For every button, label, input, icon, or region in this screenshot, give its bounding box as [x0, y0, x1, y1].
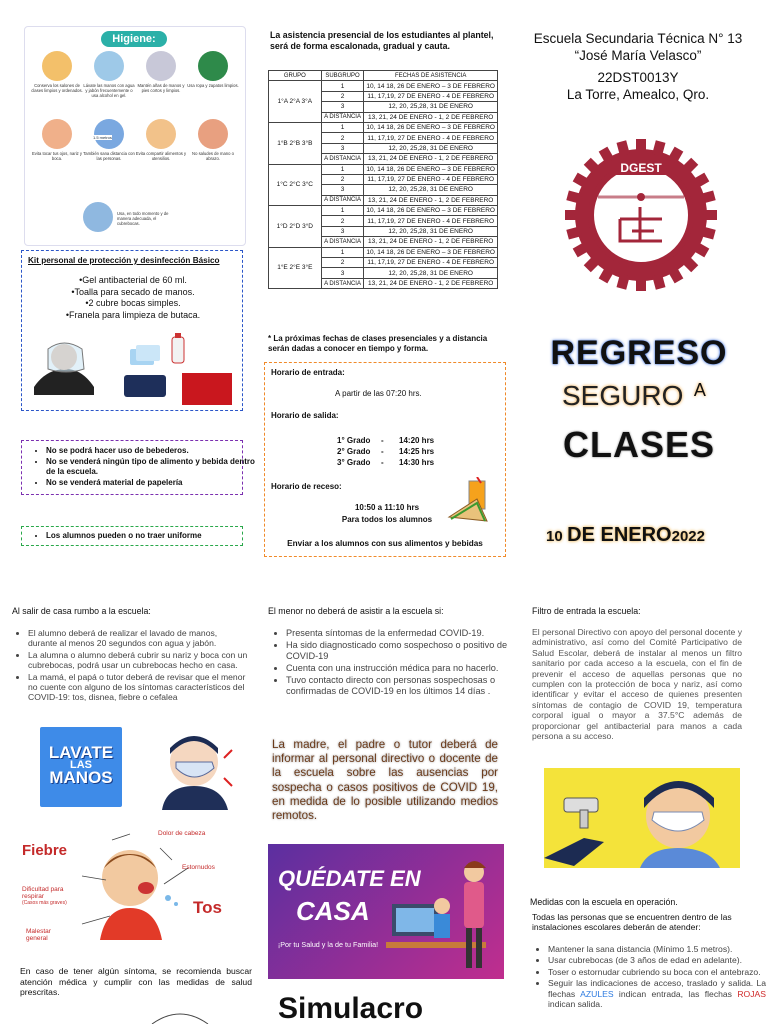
kit-item: •Toalla para secado de manos.	[71, 286, 195, 297]
menor-item: • Cuenta con una instrucción médica para no hacerlo.	[286, 663, 516, 674]
attendance-dates: 12, 20, 25,28, 31 DE ENERO	[364, 143, 498, 153]
towel-icon	[124, 375, 166, 397]
hero-date-month: DE ENERO	[567, 524, 672, 546]
attendance-dates: 10, 14 18, 26 DE ENERO – 3 DE FEBRERO	[364, 81, 498, 91]
receso-time: 10:50 a 11:10 hrs	[354, 503, 420, 512]
attendance-subgroup: A DISTANCIA	[321, 278, 364, 288]
red-cloth-icon	[182, 373, 232, 405]
menor-title: El menor no deberá de asistir a la escuela si:	[268, 606, 444, 616]
attendance-row	[269, 247, 498, 257]
lavate-poster	[40, 727, 122, 807]
salida-grade: 1° Grado	[337, 436, 371, 445]
hero-line3: CLASES	[562, 424, 716, 465]
symptom-dificultad-label: Dificultad para respirar	[22, 886, 64, 900]
poster-top: LAVATE	[48, 743, 114, 762]
hero-date-year: 2022	[671, 528, 705, 545]
dgest-logo-icon	[558, 135, 724, 295]
attendance-row	[269, 206, 498, 216]
rule-item: • No se podrá hacer uso de bebederos.	[46, 446, 260, 457]
salida-time: 14:30 hrs	[399, 458, 435, 467]
masks-icon	[130, 345, 160, 365]
quedate-line2: CASA	[296, 896, 370, 926]
mask-icon	[83, 187, 187, 247]
simulacro-title: Simulacro	[278, 992, 424, 1025]
uniform-list	[24, 531, 202, 540]
uniform-text: • Los alumnos pueden o no traer uniforme	[46, 531, 202, 540]
attendance-dates: 12, 20, 25,28, 31 DE ENERO	[364, 102, 498, 112]
attendance-subgroup: 3	[321, 185, 364, 195]
attendance-dates: 13, 21, 24 DE ENERO - 1, 2 DE FEBRERO	[364, 237, 498, 247]
th-grupo: GRUPO	[269, 71, 322, 81]
hero-line2b: A	[693, 380, 706, 400]
th-fechas: FECHAS DE ASISTENCIA	[364, 71, 498, 81]
attendance-dates: 11, 17,19, 27 DE ENERO - 4 DE FEBRERO	[364, 91, 498, 101]
attendance-subgroup: 3	[321, 226, 364, 236]
th-subgrupo: SUBGRUPO	[321, 71, 364, 81]
attendance-subgroup: 3	[321, 143, 364, 153]
attendance-dates: 11, 17,19, 27 DE ENERO - 4 DE FEBRERO	[364, 133, 498, 143]
kit-item: •Franela para limpieza de butaca.	[65, 309, 201, 320]
higiene-title: Higiene:	[101, 31, 167, 47]
higiene-caption: No saludes de mano o abrazo.	[192, 151, 234, 161]
attendance-subgroup: 1	[321, 81, 364, 91]
hero-date	[546, 524, 756, 547]
attendance-group: 1°B 2°B 3°B	[269, 122, 322, 164]
medidas-text: indican entrada, las flechas	[613, 988, 738, 999]
rule-item: • No se venderá material de papelería	[46, 478, 260, 489]
no-touch-face-icon	[31, 119, 83, 179]
attendance-dates: 11, 17,19, 27 DE ENERO - 4 DE FEBRERO	[364, 258, 498, 268]
salida-time: 14:20 hrs	[399, 436, 435, 445]
medidas-item: • Toser o estornudar cubriendo su boca con el antebrazo.	[548, 967, 766, 977]
hero-line1: REGRESO	[550, 334, 728, 372]
menor-item: • Presenta síntomas de la enfermedad COVID-19.	[286, 628, 516, 639]
horario-footer: Enviar a los alumnos con sus alimentos y bebidas	[287, 539, 483, 548]
hero-line2: SEGURO	[562, 380, 684, 411]
quedate-poster	[268, 844, 504, 979]
symptom-tos: Tos	[193, 898, 222, 917]
nail-clipper-icon	[135, 51, 187, 111]
attendance-subgroup: 3	[321, 102, 364, 112]
medidas-item: • Usar cubrebocas (de 3 años de edad en adelante).	[548, 955, 766, 965]
attendance-intro: La asistencia presencial de los estudiantes al plantel, será de forma escalonada, gradual y cauta.	[270, 30, 494, 51]
attendance-subgroup: A DISTANCIA	[321, 195, 364, 205]
attendance-subgroup: 2	[321, 174, 364, 184]
higiene-caption: Mantén añas de manos y pies cortos y limpios.	[137, 83, 185, 93]
attendance-subgroup: 3	[321, 268, 364, 278]
hero-line2-wrap	[562, 380, 752, 412]
attendance-subgroup: 1	[321, 206, 364, 216]
attendance-group: 1°D 2°D 3°D	[269, 206, 322, 248]
salida-grade: 3° Grado	[337, 458, 371, 467]
school-header	[516, 30, 760, 103]
medidas-text: indican salida.	[548, 999, 603, 1010]
rojas-word: ROJAS	[737, 988, 766, 999]
attendance-group: 1°C 2°C 3°C	[269, 164, 322, 206]
clean-desk-icon	[31, 51, 83, 111]
kit-item: •2 cubre bocas simples.	[85, 298, 181, 308]
kit-item: •Gel antibacterial de 60 ml.	[79, 275, 187, 285]
clean-clothes-icon	[187, 51, 239, 111]
salir-item: • La alumna o alumno deberá cubrir su nariz y boca con un cubrebocas, podrá usar un cubrebocas hecho en casa.	[28, 650, 248, 671]
attendance-row	[269, 122, 498, 132]
salir-list	[14, 628, 248, 704]
face-shield-icon	[34, 343, 94, 395]
salir-title: Al salir de casa rumbo a la escuela:	[12, 606, 151, 616]
quedate-line1: QUÉDATE EN	[278, 866, 421, 891]
attendance-subgroup: A DISTANCIA	[321, 154, 364, 164]
medidas-item: • Mantener la sana distancia (Mínimo 1.5 metros).	[548, 944, 766, 954]
lunch-icon	[447, 477, 491, 533]
attendance-subgroup: 2	[321, 216, 364, 226]
attendance-subgroup: 1	[321, 164, 364, 174]
salida-dash: -	[381, 447, 384, 456]
receso-title: Horario de receso:	[271, 482, 342, 491]
school-location: La Torre, Amealco, Qro.	[566, 87, 710, 102]
attendance-subgroup: 2	[321, 91, 364, 101]
mask-person-icon	[152, 728, 238, 810]
attendance-table	[268, 70, 498, 289]
symptom-dificultad	[22, 886, 82, 907]
kit-illustrations	[24, 333, 240, 409]
thermometer-scan-icon	[544, 768, 740, 868]
menor-list	[272, 628, 516, 698]
filtro-title: Filtro de entrada la escuela:	[532, 606, 641, 616]
hero-date-day: 10	[546, 528, 563, 545]
salida-title: Horario de salida:	[271, 411, 339, 420]
higiene-caption: También sana distancia con las personas.	[83, 151, 135, 161]
logo-text: DGEST	[620, 161, 662, 175]
attendance-dates: 13, 21, 24 DE ENERO - 1, 2 DE FEBRERO	[364, 278, 498, 288]
attendance-row	[269, 81, 498, 91]
attendance-subgroup: 1	[321, 122, 364, 132]
attendance-dates: 13, 21, 24 DE ENERO - 1, 2 DE FEBRERO	[364, 112, 498, 122]
higiene-caption: Conserva los salones de clases limpios y ordenados.	[31, 83, 83, 93]
school-code: 22DST0013Y	[597, 70, 679, 85]
distance-icon	[83, 119, 135, 179]
school-honoree: “José María Velasco”	[574, 48, 702, 63]
no-handshake-icon	[187, 119, 239, 179]
medidas-text: Seguir las indicaciones de acceso, traslado y salida. La flechas	[548, 978, 766, 999]
rules-list	[24, 446, 260, 488]
salir-footer: En caso de tener algún síntoma, se recomienda buscar atención médica y cumplir con las medidas de salud prescritas.	[20, 966, 252, 997]
symptom-malestar: Malestar general	[26, 928, 51, 942]
attendance-row	[269, 164, 498, 174]
menor-item: • Ha sido diagnosticado como sospechoso o positivo de COVID-19	[286, 640, 516, 662]
attendance-dates: 13, 21, 24 DE ENERO - 1, 2 DE FEBRERO	[364, 154, 498, 164]
attendance-note: * La próximas fechas de clases presenciales y a distancia serán dadas a conocer en tiempo y forma.	[268, 334, 488, 353]
rule-item: • No se venderá ningún tipo de alimento y bebida dentro de la escuela.	[46, 457, 260, 478]
filtro-illustration	[544, 768, 740, 868]
attendance-dates: 10, 14 18, 26 DE ENERO – 3 DE FEBRERO	[364, 122, 498, 132]
attendance-dates: 11, 17,19, 27 DE ENERO - 4 DE FEBRERO	[364, 174, 498, 184]
poster-mid: LAS	[70, 759, 92, 771]
attendance-dates: 13, 21, 24 DE ENERO - 1, 2 DE FEBRERO	[364, 195, 498, 205]
menor-aviso: La madre, el padre o tutor deberá de informar al personal directivo o docente de la escuela sobre las ausencias por sospecha o casos positivos de COVID 19, en medida de lo posible utilizando medios remotos.	[272, 738, 498, 823]
higiene-caption: Usa ropa y zapatos limpios.	[187, 83, 239, 88]
higiene-caption: Usa, en todo momento y de manera adecuada, el cubrebocas.	[117, 210, 169, 226]
entrada-text: A partir de las 07:20 hrs.	[335, 389, 422, 398]
attendance-dates: 10, 14 18, 26 DE ENERO – 3 DE FEBRERO	[364, 206, 498, 216]
entrada-title: Horario de entrada:	[271, 368, 345, 377]
salida-grade: 2° Grado	[337, 447, 371, 456]
higiene-caption: Lávate las manos con agua y jabón frecuentemente o usa alcohol en gel.	[83, 83, 135, 98]
higiene-caption: Evita compartir alimentos y utensilios.	[135, 151, 187, 161]
kit-list	[26, 275, 240, 321]
wash-hands-icon	[83, 51, 135, 111]
attendance-dates: 10, 14 18, 26 DE ENERO – 3 DE FEBRERO	[364, 164, 498, 174]
attendance-subgroup: 2	[321, 133, 364, 143]
poster-bot: MANOS	[49, 768, 113, 787]
attendance-dates: 12, 20, 25,28, 31 DE ENERO	[364, 185, 498, 195]
family-computer-icon	[386, 852, 502, 976]
medidas-list	[534, 944, 766, 1010]
symptom-fiebre: Fiebre	[22, 842, 68, 859]
horario-box	[264, 362, 506, 557]
symptom-estornudos: Estornudos	[182, 864, 215, 871]
school-name: Escuela Secundaria Técnica N° 13	[533, 31, 743, 46]
attendance-subgroup: 2	[321, 258, 364, 268]
attendance-subgroup: A DISTANCIA	[321, 112, 364, 122]
attendance-dates: 10, 14 18, 26 DE ENERO – 3 DE FEBRERO	[364, 247, 498, 257]
salir-item: • La mamá, el papá o tutor deberá de revisar que el menor no cuente con alguno de los síntomas característicos del COVID-19: tos, disnea, fiebre o cefalea	[28, 672, 248, 703]
no-share-food-icon	[135, 119, 187, 179]
menor-item: • Tuvo contacto directo con personas sospechosas o confirmadas de COVID-19 en los últimos 14 días .	[286, 675, 516, 697]
attendance-subgroup: A DISTANCIA	[321, 237, 364, 247]
attendance-dates: 12, 20, 25,28, 31 DE ENERO	[364, 226, 498, 236]
salida-time: 14:25 hrs	[399, 447, 435, 456]
attendance-dates: 12, 20, 25,28, 31 DE ENERO	[364, 268, 498, 278]
medidas-intro: Todas las personas que se encuentren dentro de las instalaciones escolares deberán de atender:	[532, 912, 732, 933]
symptom-dolor: Dolor de cabeza	[158, 830, 206, 837]
receso-who: Para todos los alumnos	[341, 515, 433, 524]
quedate-sub: ¡Por tu Salud y la de tu Familia!	[277, 940, 379, 949]
medidas-item-arrows	[548, 978, 766, 1009]
rules-box	[21, 440, 255, 495]
salida-dash: -	[381, 436, 384, 445]
medidas-title: Medidas con la escuela en operación.	[530, 897, 678, 907]
attendance-group: 1°E 2°E 3°E	[269, 247, 322, 289]
salir-item: • El alumno deberá de realizar el lavado de manos, durante al menos 20 segundos con agua y jabón.	[28, 628, 248, 649]
higiene-panel	[24, 26, 246, 246]
higiene-caption: Evita tocar tus ojos, nariz y boca.	[31, 151, 83, 161]
symptom-dificultad-sub: (Casos más graves)	[22, 900, 67, 906]
attendance-subgroup: 1	[321, 247, 364, 257]
kit-box	[21, 250, 243, 411]
gel-bottle-icon	[172, 333, 184, 363]
salida-dash: -	[381, 458, 384, 467]
uniform-box	[21, 526, 243, 546]
attendance-group: 1°A 2°A 3°A	[269, 81, 322, 123]
attendance-dates: 11, 17,19, 27 DE ENERO - 4 DE FEBRERO	[364, 216, 498, 226]
kit-title: Kit personal de protección y desinfección Básico	[28, 256, 220, 265]
bottom-left-circle-icon	[150, 1010, 210, 1024]
azules-word: AZULES	[580, 988, 614, 999]
distance-label: 1.5 metros	[93, 135, 112, 140]
filtro-text: El personal Directivo con apoyo del personal docente y administrativo, así como del Comité Participativo de Salud Escolar, deberá de instalar al menos un filtro sanitario por cada acceso a la escuela, con el fin de prevenir el acceso de aquellas personas que no cumplen con la protección de boca y nariz, así como identificar y evitar el acceso de quienes presenten síntomas de contagio de COVID 19, temperatura corporal igual o mayor a 37.5°C además de proporcionar gel antibacterial para manos a cada persona a su acceso.	[532, 627, 742, 742]
salida-list	[337, 435, 434, 468]
